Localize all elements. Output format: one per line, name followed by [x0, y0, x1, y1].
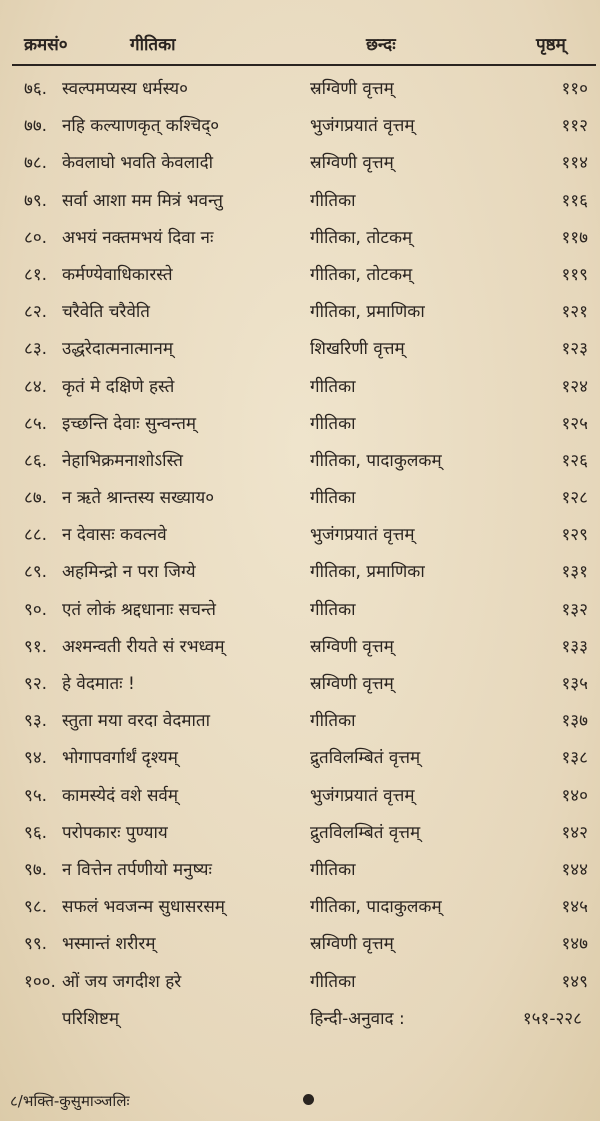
row-number: ९०. — [24, 599, 48, 620]
row-page: १२६ — [561, 450, 588, 471]
table-row — [0, 514, 600, 551]
table-row — [0, 589, 600, 626]
row-title: केवलाघो भवति केवलादी — [62, 153, 214, 174]
row-page: ११० — [561, 79, 588, 99]
table-row — [0, 849, 600, 886]
table-row — [0, 477, 600, 514]
table-header — [0, 28, 600, 62]
row-title: स्तुता मया वरदा वेदमाता — [62, 711, 211, 732]
table-row — [0, 886, 600, 923]
row-page: १३२ — [561, 599, 588, 620]
row-meter: द्रुतविलम्बितं वृत्तम् — [310, 748, 421, 769]
row-meter: गीतिका, प्रमाणिका — [310, 302, 425, 323]
table-row — [0, 700, 600, 737]
row-title: चरैवेति चरैवेति — [62, 302, 150, 323]
table-row — [0, 328, 600, 365]
row-title: अभयं नक्तमभयं दिवा नः — [62, 227, 214, 248]
header-rule — [12, 64, 596, 66]
table-row — [0, 291, 600, 328]
row-page: १३८ — [561, 748, 588, 769]
row-title: ओं जय जगदीश हरे — [62, 971, 182, 992]
appendix-page: १५१-२२८ — [522, 1008, 582, 1029]
row-title: न ऋते श्रान्तस्य सख्याय० — [62, 488, 215, 509]
row-meter: भुजंगप्रयातं वृत्तम् — [310, 525, 415, 546]
row-page: १४२ — [561, 822, 588, 843]
row-number: ८५. — [24, 413, 48, 434]
row-number: ८८. — [24, 525, 48, 546]
table-row — [0, 551, 600, 588]
row-title: नेहाभिक्रमनाशोऽस्ति — [62, 450, 183, 471]
row-page: ११६ — [561, 190, 588, 211]
row-number: ८७. — [24, 488, 48, 509]
row-number: ९१. — [24, 636, 48, 657]
row-title: अश्मन्वती रीयते सं रभध्वम् — [62, 636, 225, 657]
row-meter: स्रग्विणी वृत्तम् — [310, 934, 394, 955]
row-page: १४५ — [561, 897, 588, 918]
row-meter: द्रुतविलम्बितं वृत्तम् — [310, 822, 421, 843]
header-meter: छन्दः — [366, 35, 396, 55]
table-row — [0, 923, 600, 960]
row-number: ९४. — [24, 748, 48, 769]
row-page: १४९ — [561, 971, 588, 992]
row-number: ९७. — [24, 859, 48, 880]
table-row — [0, 68, 600, 105]
table-row — [0, 626, 600, 663]
row-number: ८२. — [24, 302, 48, 323]
row-meter: गीतिका — [310, 859, 356, 880]
row-meter: गीतिका — [310, 413, 356, 434]
row-meter: गीतिका — [310, 599, 356, 620]
row-number: ९८. — [24, 897, 48, 918]
row-meter: गीतिका — [310, 488, 356, 509]
row-title: भस्मान्तं शरीरम् — [62, 934, 156, 955]
row-meter: स्रग्विणी वृत्तम् — [310, 153, 394, 174]
row-page: १२१ — [561, 302, 588, 323]
header-title: गीतिका — [130, 35, 176, 55]
row-title: भोगापवर्गार्थं दृश्यम् — [62, 748, 178, 769]
row-meter: गीतिका, तोटकम् — [310, 264, 413, 285]
appendix-title: परिशिष्टम् — [62, 1008, 120, 1029]
row-meter: स्रग्विणी वृत्तम् — [310, 636, 394, 657]
table-row — [0, 254, 600, 291]
row-page: ११९ — [561, 264, 588, 285]
row-page: १२८ — [561, 488, 588, 509]
row-page: १४० — [561, 785, 588, 806]
row-title: इच्छन्ति देवाः सुन्वन्तम् — [62, 413, 197, 434]
row-meter: गीतिका — [310, 190, 356, 211]
row-title: नहि कल्याणकृत् कश्चिद्० — [62, 116, 220, 137]
table-row — [0, 403, 600, 440]
row-meter: गीतिका, पादाकुलकम् — [310, 897, 442, 918]
row-number: ८९. — [24, 562, 48, 583]
row-page: ११२ — [561, 116, 588, 137]
row-number: ७७. — [24, 116, 48, 137]
row-page: ११७ — [561, 227, 588, 248]
table-row — [0, 180, 600, 217]
row-meter: गीतिका — [310, 971, 356, 992]
row-page: १२४ — [561, 376, 588, 397]
contents-table — [0, 68, 600, 1035]
appendix-meter: हिन्दी-अनुवाद : — [310, 1008, 405, 1029]
row-page: १४४ — [561, 859, 588, 880]
table-row — [0, 366, 600, 403]
row-number: ८१. — [24, 264, 48, 285]
row-page: ११४ — [561, 153, 588, 174]
row-number: ८४. — [24, 376, 48, 397]
row-meter: शिखरिणी वृत्तम् — [310, 339, 405, 360]
row-title: कामस्येदं वशे सर्वम् — [62, 785, 179, 806]
row-page: १२९ — [561, 525, 588, 546]
header-number: क्रमसं० — [24, 35, 68, 55]
row-meter: भुजंगप्रयातं वृत्तम् — [310, 785, 415, 806]
row-number: ८३. — [24, 339, 48, 360]
row-number: ८६. — [24, 450, 48, 471]
table-row — [0, 663, 600, 700]
row-number: १००. — [24, 971, 56, 992]
row-number: ७६. — [24, 79, 48, 99]
table-row — [0, 440, 600, 477]
row-number: ९५. — [24, 785, 48, 806]
row-meter: स्रग्विणी वृत्तम् — [310, 674, 394, 694]
row-number: ७८. — [24, 153, 48, 174]
row-title: कृतं मे दक्षिणे हस्ते — [62, 376, 175, 397]
row-meter: गीतिका, प्रमाणिका — [310, 562, 425, 583]
table-row — [0, 812, 600, 849]
row-page: १२३ — [561, 339, 588, 360]
row-page: १३१ — [561, 562, 588, 583]
row-title: स्वल्पमप्यस्य धर्मस्य० — [62, 79, 188, 99]
row-title: उद्धरेदात्मनात्मानम् — [62, 339, 174, 360]
row-page: १३५ — [561, 674, 588, 694]
row-meter: गीतिका — [310, 711, 356, 732]
table-row — [0, 142, 600, 179]
table-row — [0, 775, 600, 812]
page-dot-mark — [303, 1094, 314, 1105]
row-title: परोपकारः पुण्याय — [62, 822, 168, 843]
row-title: सर्वा आशा मम मित्रं भवन्तु — [62, 190, 223, 211]
row-number: ८०. — [24, 227, 48, 248]
table-row — [0, 105, 600, 142]
row-title: कर्मण्येवाधिकारस्ते — [62, 264, 173, 285]
row-number: ७९. — [24, 190, 48, 211]
row-title: सफलं भवजन्म सुधासरसम् — [62, 897, 225, 918]
row-meter: भुजंगप्रयातं वृत्तम् — [310, 116, 415, 137]
appendix-row — [0, 998, 600, 1035]
row-title: अहमिन्द्रो न परा जिग्ये — [62, 562, 196, 583]
row-page: १२५ — [561, 413, 588, 434]
row-number: ९६. — [24, 822, 48, 843]
row-meter: गीतिका, तोटकम् — [310, 227, 413, 248]
row-page: १३३ — [561, 636, 588, 657]
table-row — [0, 217, 600, 254]
table-row — [0, 737, 600, 774]
row-meter: गीतिका, पादाकुलकम् — [310, 450, 442, 471]
row-title: हे वेदमातः ! — [62, 674, 135, 694]
row-meter: गीतिका — [310, 376, 356, 397]
row-title: न वित्तेन तर्पणीयो मनुष्यः — [62, 859, 212, 880]
row-meter: स्रग्विणी वृत्तम् — [310, 79, 394, 99]
row-title: न देवासः कवत्नवे — [62, 525, 167, 546]
row-page: १३७ — [561, 711, 588, 732]
row-number: ९२. — [24, 674, 48, 694]
table-row — [0, 961, 600, 998]
footer-folio: ८/भक्ति-कुसुमाञ्जलिः — [10, 1092, 130, 1110]
row-number: ९३. — [24, 711, 48, 732]
row-number: ९९. — [24, 934, 48, 955]
header-page: पृष्ठम् — [536, 35, 566, 55]
row-page: १४७ — [561, 934, 588, 955]
row-title: एतं लोकं श्रद्दधानाः सचन्ते — [62, 599, 216, 620]
